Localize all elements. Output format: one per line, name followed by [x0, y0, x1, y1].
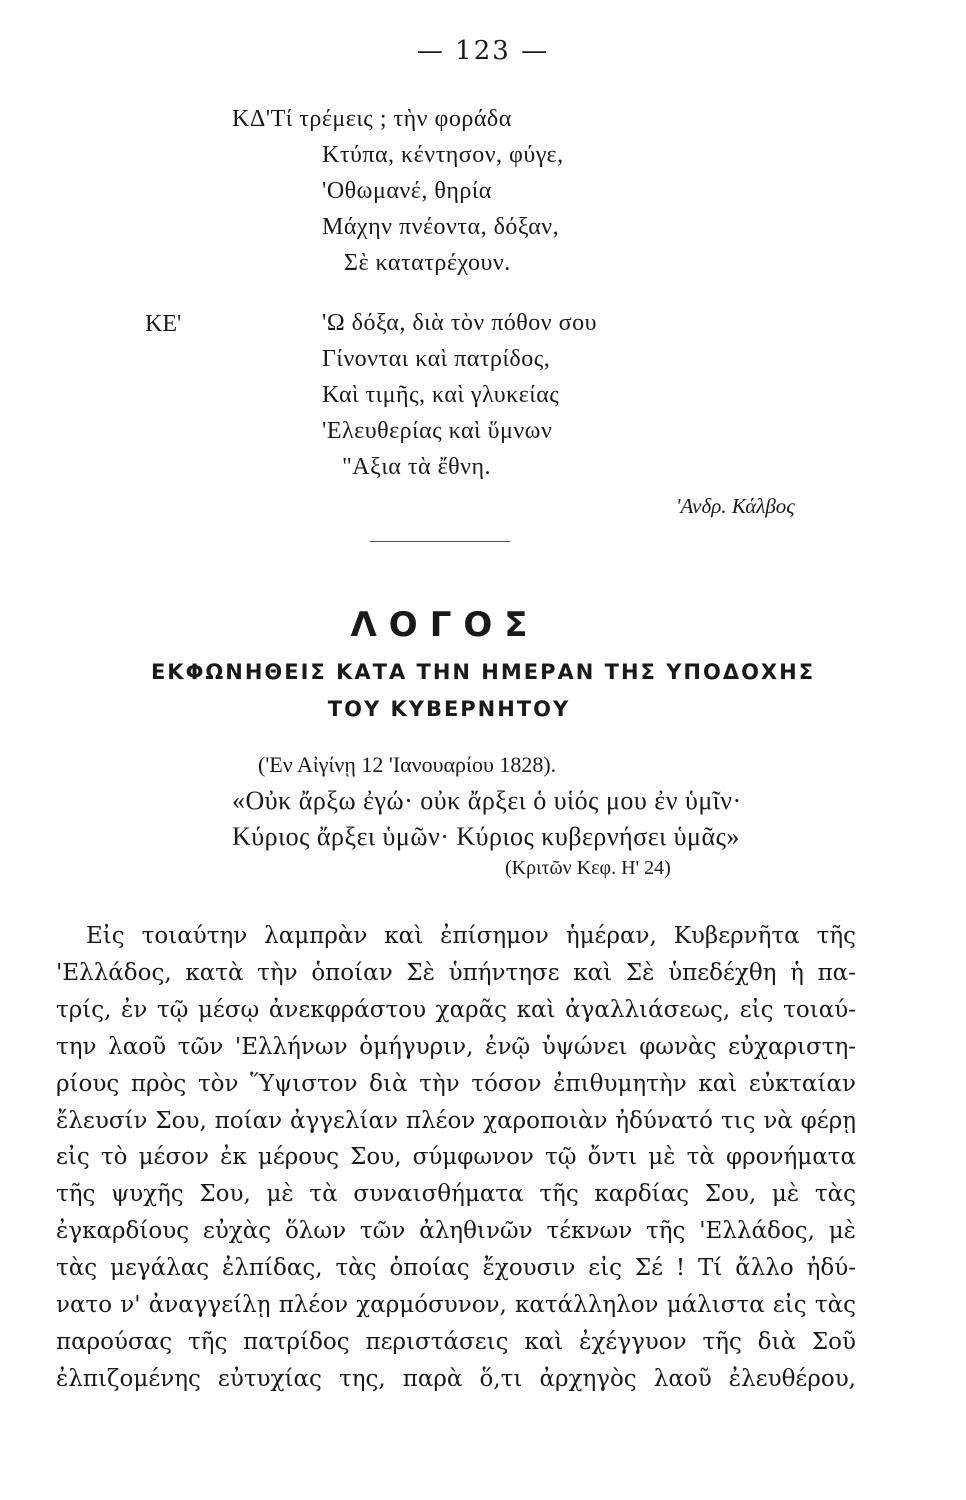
body-line: εἰς τὸ μέσον ἐκ μέρους Σου, σύμφωνον τῷ ὄντι μὲ τὰ φρονήματα	[56, 1144, 856, 1171]
stanza-1-line-4: Μάχην πνέοντα, δόξαν,	[322, 214, 560, 240]
body-line: τρίς, ἐν τῷ μέσῳ ἀνεκφράστου χαρᾶς καὶ ἀγαλλιάσεως, εἰς τοιαύ-	[56, 996, 856, 1023]
body-line: ἐλπιζομένης εὐτυχίας της, παρὰ ὅ,τι ἀρχηγὸς λαοῦ ἐλευθέρου,	[56, 1365, 856, 1392]
body-line: ἔλευσίν Σου, ποίαν ἀγγελίαν πλέον χαροποιὰν ἠδύνατό τις νὰ φέρῃ	[56, 1107, 856, 1134]
body-line: Εἰς τοιαύτην λαμπρὰν καὶ ἐπίσημον ἡμέραν, Κυβερνῆτα τῆς	[86, 923, 856, 949]
stanza-1-line-1: ΚΔ'Τί τρέμεις ; τὴν φοράδα	[232, 106, 512, 132]
section-divider	[370, 541, 510, 542]
poem-attribution: 'Ανδρ. Κάλβος	[676, 494, 795, 518]
epigraph-line-1: «Οὐκ ἄρξω ἐγώ· οὐκ ἄρξει ὁ υἱός μου ἐν ὑμῖν·	[232, 786, 742, 815]
page-number: — 123 —	[416, 36, 550, 66]
epigraph-line-2: Κύριος ἄρξει ὑμῶν· Κύριος κυβερνήσει ὑμᾶς»	[232, 822, 740, 851]
speech-title: ΛΟΓΟΣ	[350, 605, 540, 645]
poem-stanza-1	[232, 101, 564, 281]
stanza-2-line-3: Καὶ τιμῆς, καὶ γλυκείας	[322, 382, 560, 408]
body-line: τὰς μεγάλας ἐλπίδας, τὰς ὁποίας ἔχουσιν εἰς Σέ ! Τί ἄλλο ἠδύ-	[56, 1255, 856, 1282]
stanza-2-line-5: "Αξια τὰ ἔθνη.	[342, 454, 492, 480]
body-line: 'Ελλάδος, κατὰ τὴν ὁποίαν Σὲ ὑπήντησε καὶ Σὲ ὑπεδέχθη ἡ πα-	[56, 959, 856, 986]
body-line: ἐγκαρδίους εὐχὰς ὅλων τῶν ἀληθινῶν τέκνων τῆς 'Ελλάδος, μὲ	[56, 1218, 856, 1245]
stanza-1-line-3: 'Οθωμανέ, θηρία	[322, 178, 492, 204]
body-line: νατο ν' ἀναγγείλῃ πλέον χαρμόσυνον, κατάλληλον μάλιστα εἰς τὰς	[56, 1292, 856, 1319]
stanza-1-line-5: Σὲ κατατρέχουν.	[344, 250, 511, 276]
body-line: τῆς ψυχῆς Σου, μὲ τὰ συναισθήματα τῆς καρδίας Σου, μὲ τὰς	[56, 1181, 856, 1208]
body-line: παρούσας τῆς πατρίδος περιστάσεις καὶ ἐχέγγυον τῆς διὰ Σοῦ	[56, 1328, 856, 1355]
speech-subtitle-line-1: ΕΚΦΩΝΗΘΕΙΣ ΚΑΤΑ ΤΗΝ ΗΜΕΡΑΝ ΤΗΣ ΥΠΟΔΟΧΗΣ	[150, 660, 816, 684]
speech-body-paragraph	[56, 918, 856, 1398]
epigraph-source: (Κριτῶν Κεφ. Η' 24)	[505, 857, 671, 879]
speech-subtitle-line-2: ΤΟΥ ΚΥΒΕΡΝΗΤΟΥ	[327, 697, 571, 721]
stanza-2-line-4: 'Ελευθερίας καὶ ὕμνων	[322, 418, 553, 444]
poem-stanza-2	[322, 305, 597, 485]
stanza-1-line-2: Κτύπα, κέντησον, φύγε,	[322, 142, 564, 168]
stanza-2-line-2: Γίνονται καὶ πατρίδος,	[322, 346, 551, 372]
body-line: την λαοῦ τῶν 'Ελλήνων ὁμήγυριν, ἐνῷ ὑψώνει φωνὰς εὐχαριστη-	[56, 1033, 856, 1060]
body-line: ρίους πρὸς τὸν Ὕψιστον διὰ τὴν τόσον ἐπιθυμητὴν καὶ εὐκταίαν	[56, 1070, 856, 1097]
stanza-2-line-1: 'Ω δόξα, διὰ τὸν πόθον σου	[322, 310, 597, 336]
date-line: ('Εν Αἰγίνῃ 12 'Ιανουαρίου 1828).	[258, 752, 557, 777]
stanza-2-number: ΚΕ'	[145, 311, 182, 337]
